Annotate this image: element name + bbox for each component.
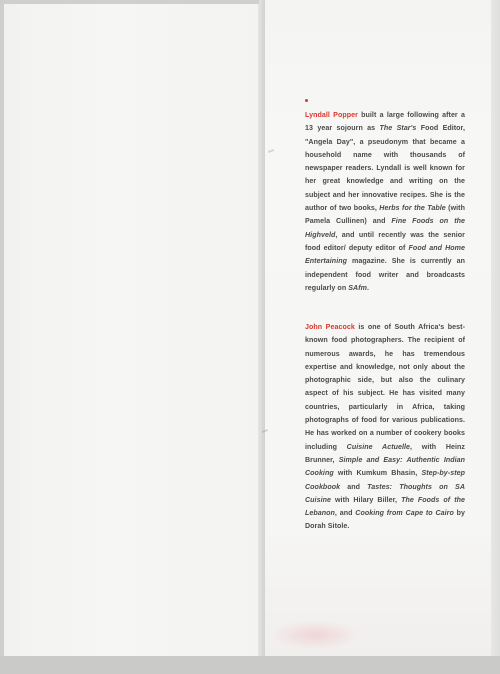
bio-title-italic: Food and Home Entertaining xyxy=(305,243,465,266)
bio-title-italic: Step-by-step Cookbook xyxy=(305,469,465,491)
bio-text: . xyxy=(366,283,369,292)
bio-title-italic: SAfm xyxy=(348,283,367,292)
bio-title-italic: The Foods of the Lebanon xyxy=(305,495,465,518)
bio-text: , and until recently was the senior food editor/ deputy editor of xyxy=(305,230,465,252)
paper-stain xyxy=(270,620,360,650)
bio-text: by Dorah Sitole. xyxy=(305,509,465,531)
red-bullet-mark xyxy=(305,99,308,102)
bio-text: Food Editor, "Angela Day", a pseudonym that became a household name with thousands of newspaper readers. Lyndall is well known for her great knowledge and writing on the subject and her innovative recipes. She is the author of two books, xyxy=(305,124,465,213)
bio-text: with Kumkum Bhasin, xyxy=(333,469,422,478)
bio-title-italic: Cuisine Actuelle xyxy=(346,442,411,451)
author-bio-lyndall-popper xyxy=(305,109,465,295)
bio-text: with Hilary Biller, xyxy=(330,495,402,504)
bio-title-italic: The Star's xyxy=(379,124,417,133)
photographer-bio-john-peacock xyxy=(305,321,465,534)
bio-text: and xyxy=(340,482,368,491)
scan-bottom-edge xyxy=(0,656,500,674)
bio-text: , with Heinz Brunner, xyxy=(305,442,465,464)
bio-title-italic: Herbs for the Table xyxy=(379,204,446,213)
bio-text: built a large following after a 13 year sojourn as xyxy=(305,111,465,133)
bio-title-italic: Tastes: Thoughts on SA Cuisine xyxy=(305,482,465,504)
author-name: Lyndall Popper xyxy=(305,111,358,119)
bio-title-italic: Simple and Easy: Authentic Indian Cooking xyxy=(305,455,466,478)
photographer-name: John Peacock xyxy=(305,323,355,331)
bio-text: is one of South Africa's best-known food photographers. The recipient of numerous awards, he has tremendous expertise and knowledge, not only about the photographic side, but also the culinary aspect of his subject. He has visited many countries, particularly in Africa, taking photographs of food for various publications. He has worked on a number of cookery books including xyxy=(305,323,465,451)
bio-title-italic: Fine Foods on the Highveld xyxy=(305,217,465,239)
jacket-flap-edge xyxy=(491,0,500,674)
bio-text: magazine. She is currently an independent food writer and broadcasts regularly on xyxy=(305,257,465,292)
bio-text: (with Pamela Cullinen) and xyxy=(305,204,465,226)
bio-text: , and xyxy=(334,509,356,518)
bio-title-italic: Cooking from Cape to Cairo xyxy=(355,509,454,518)
jacket-left-panel xyxy=(4,4,259,662)
